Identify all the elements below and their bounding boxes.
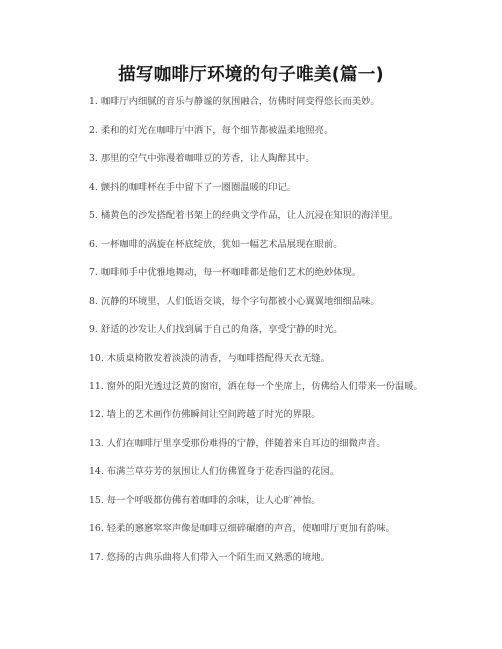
list-item: 1. 咖啡厅内细腻的音乐与静谧的氛围融合，仿佛时间变得悠长而美妙。: [89, 96, 380, 107]
list-item: 17. 悠扬的古典乐曲将人们带入一个陌生而又熟悉的境地。: [89, 551, 330, 563]
list-item: 8. 沉静的环境里，人们低语交谈，每个字句都被小心翼翼地细细品味。: [89, 295, 380, 307]
list-item: 5. 橘黄色的沙发搭配着书架上的经典文学作品，让人沉浸在知识的海洋里。: [89, 210, 399, 221]
list-item: 13. 人们在咖啡厅里享受那份难得的宁静，伴随着来自耳边的细微声音。: [89, 437, 386, 449]
list-item: 9. 舒适的沙发让人们找到属于自己的角落，享受宁静的时光。: [89, 324, 343, 335]
list-item: 2. 柔和的灯光在咖啡厅中洒下，每个细节都被温柔地照亮。: [89, 124, 334, 136]
list-item: 14. 布满兰草芬芳的氛围让人们仿佛置身于花香四溢的花园。: [89, 466, 340, 477]
list-item: 16. 轻柔的窸窸窣窣声像是咖啡豆细碎碾磨的声音，使咖啡厅更加有韵味。: [89, 523, 395, 534]
sentence-list: [89, 94, 429, 578]
list-item: 6. 一杯咖啡的涡旋在杯底绽放，犹如一幅艺术品展现在眼前。: [89, 238, 343, 250]
list-item: 4. 颤抖的咖啡杯在手中留下了一圈圈温暖的印记。: [89, 181, 297, 193]
list-item: 15. 每一个呼吸都仿佛有着咖啡的余味，让人心旷神怡。: [89, 494, 321, 506]
list-item: 10. 木质桌椅散发着淡淡的清香，与咖啡搭配得天衣无缝。: [89, 352, 330, 364]
list-item: 11. 窗外的阳光透过泛黄的窗帘，洒在每一个坐席上，仿佛给人们带来一份温暖。: [89, 381, 423, 392]
document-title: 描写咖啡厅环境的句子唯美(篇一): [118, 65, 384, 85]
list-item: 7. 咖啡师手中优雅地舞动，每一杯咖啡都是他们艺术的绝妙体现。: [89, 267, 362, 278]
list-item: 12. 墙上的艺术画作仿佛瞬间让空间跨越了时光的界限。: [89, 409, 321, 420]
list-item: 3. 那里的空气中弥漫着咖啡豆的芳香，让人陶醉其中。: [89, 153, 315, 164]
